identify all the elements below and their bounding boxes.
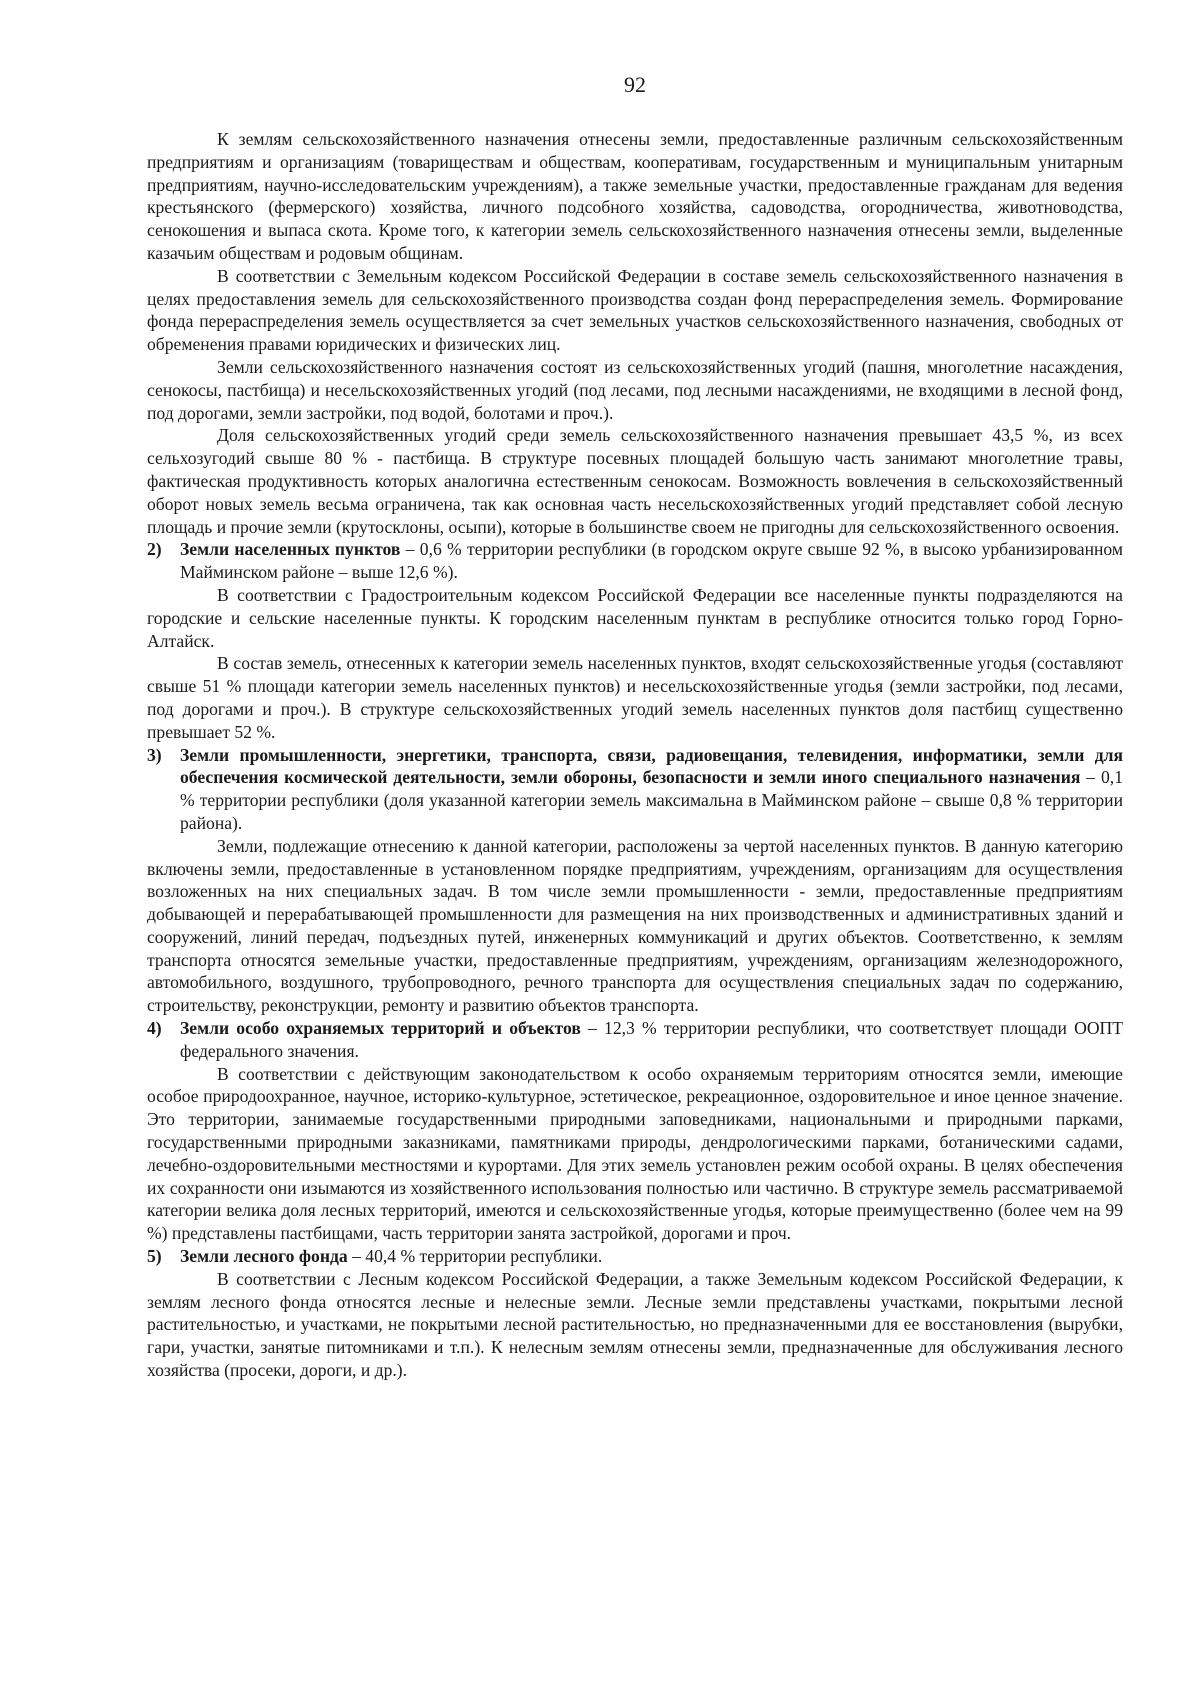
item-heading: Земли особо охраняемых территорий и объектов	[180, 1018, 581, 1039]
paragraph: Земли, подлежащие отнесению к данной категории, расположены за чертой населенных пунктов. В данную категорию включены земли, предоставленные в установленном порядке предприятиям, учреждениям, организациям для осуществления возложенных на них специальных задач. В том числе земли промышленности - земли, предоставленные предприятиям добывающей и перерабатывающей промышленности для размещения на них производственных и административных зданий и сооружений, линий передач, подъездных путей, инженерных коммуникаций и других объектов. Соответственно, к землям транспорта относятся земельные участки, предоставленные предприятиям, учреждениям, организациям железнодорожного, автомобильного, воздушного, трубопроводного, речного транспорта для осуществления специальных задач по содержанию, строительству, реконструкции, ремонту и развитию объектов транспорта.	[147, 835, 1123, 1016]
paragraph: В соответствии с Земельным кодексом Российской Федерации в составе земель сельскохозяйственного назначения в целях предоставления земель для сельскохозяйственного производства создан фонд перераспределения земель. Формирование фонда перераспределения земель осуществляется за счет земельных участков сельскохозяйственного назначения, свободных от обременения правами юридических и физических лиц.	[147, 265, 1123, 355]
numbered-item	[147, 1017, 1123, 1063]
document-body	[147, 128, 1123, 1382]
item-text: – 40,4 % территории республики.	[347, 1246, 603, 1267]
paragraph: Доля сельскохозяйственных угодий среди земель сельскохозяйственного назначения превышает 43,5 %, из всех сельхозугодий свыше 80 % - пастбища. В структуре посевных площадей большую часть занимают многолетние травы, фактическая продуктивность которых аналогична естественным сенокосам. Возможность вовлечения в сельскохозяйственный оборот новых земель весьма ограничена, так как основная часть несельскохозяйственных угодий представляет собой лесную площадь и прочие земли (крутосклоны, осыпи), которые в большинстве своем не пригодны для сельскохозяйственного освоения.	[147, 425, 1123, 537]
numbered-item	[147, 744, 1123, 835]
paragraph: Земли сельскохозяйственного назначения состоят из сельскохозяйственных угодий (пашня, многолетние насаждения, сенокосы, пастбища) и несельскохозяйственных угодий (под лесами, под лесными насаждениями, не входящими в лесной фонд, под дорогами, земли застройки, под водой, болотами и проч.).	[147, 356, 1123, 423]
item-heading: Земли промышленности, энергетики, транспорта, связи, радиовещания, телевидения, информатики, земли для обеспечения космической деятельности, земли обороны, безопасности и земли иного специального назначения	[180, 744, 1123, 788]
paragraph: В соответствии с Лесным кодексом Российской Федерации, а также Земельным кодексом Российской Федерации, к землям лесного фонда относятся лесные и нелесные земли. Лесные земли представлены участками, покрытыми лесной растительностью, и участками, не покрытыми лесной растительностью, но предназначенными для ее восстановления (вырубки, гари, участки, занятые питомниками и т.п.). К нелесным землям отнесены земли, предназначенные для обслуживания лесного хозяйства (просеки, дороги, и др.).	[147, 1268, 1123, 1381]
item-heading: Земли лесного фонда	[180, 1246, 348, 1267]
paragraph: В соответствии с действующим законодательством к особо охраняемым территориям относятся земли, имеющие особое природоохранное, научное, историко-культурное, эстетическое, рекреационное, оздоровительное и иное ценное значение. Это территории, занимаемые государственными природными заповедниками, национальными и природными парками, государственными природными заказниками, памятниками природы, дендрологическими парками, ботаническими садами, лечебно-оздоровительными местностями и курортами. Для этих земель установлен режим особой охраны. В целях обеспечения их сохранности они изымаются из хозяйственного использования полностью или частично. В структуре земель рассматриваемой категории велика доля лесных территорий, имеются и сельскохозяйственные угодья, которые преимущественно (более чем на 99 %) представлены пастбищами, часть территории занята застройкой, дорогами и проч.	[147, 1063, 1123, 1244]
numbered-item	[147, 1245, 1123, 1268]
item-text: – 0,1 % территории республики (доля указанной категории земель максимальна в Майминском районе – свыше 0,8 % территории района).	[180, 767, 1123, 833]
paragraph: К землям сельскохозяйственного назначения отнесены земли, предоставленные различным сельскохозяйственным предприятиям и организациям (товариществам и обществам, кооперативам, государственным и муниципальным унитарным предприятиям, научно-исследовательским учреждениям), а также земельные участки, предоставленные гражданам для ведения крестьянского (фермерского) хозяйства, личного подсобного хозяйства, садоводства, огородничества, животноводства, сенокошения и выпаса скота. Кроме того, к категории земель сельскохозяйственного назначения отнесены земли, выделенные казачьим обществам и родовым общинам.	[147, 129, 1123, 263]
item-heading: Земли населенных пунктов	[180, 539, 401, 560]
item-number: 2)	[147, 539, 162, 560]
item-text: – 12,3 % территории республики, что соответствует площади ООПТ федерального значения.	[180, 1018, 1123, 1061]
paragraph: В состав земель, отнесенных к категории земель населенных пунктов, входят сельскохозяйственные угодья (составляют свыше 51 % площади категории земель населенных пунктов) и несельскохозяйственные угодья (земли застройки, под лесами, под дорогами и проч.). В структуре сельскохозяйственных угодий земель населенных пунктов доля пастбищ существенно превышает 52 %.	[147, 653, 1123, 742]
page-number: 92	[624, 72, 646, 97]
item-text: – 0,6 % территории республики (в городском округе свыше 92 %, в высоко урбанизированном Майминском районе – выше 12,6 %).	[180, 539, 1124, 583]
paragraph: В соответствии с Градостроительным кодексом Российской Федерации все населенные пункты подразделяются на городские и сельские населенные пункты. К городским населенным пунктам в республике относится только город Горно-Алтайск.	[147, 584, 1123, 651]
numbered-item	[147, 538, 1123, 584]
item-number: 4)	[147, 1018, 162, 1039]
item-number: 3)	[147, 744, 162, 765]
item-number: 5)	[147, 1246, 162, 1267]
